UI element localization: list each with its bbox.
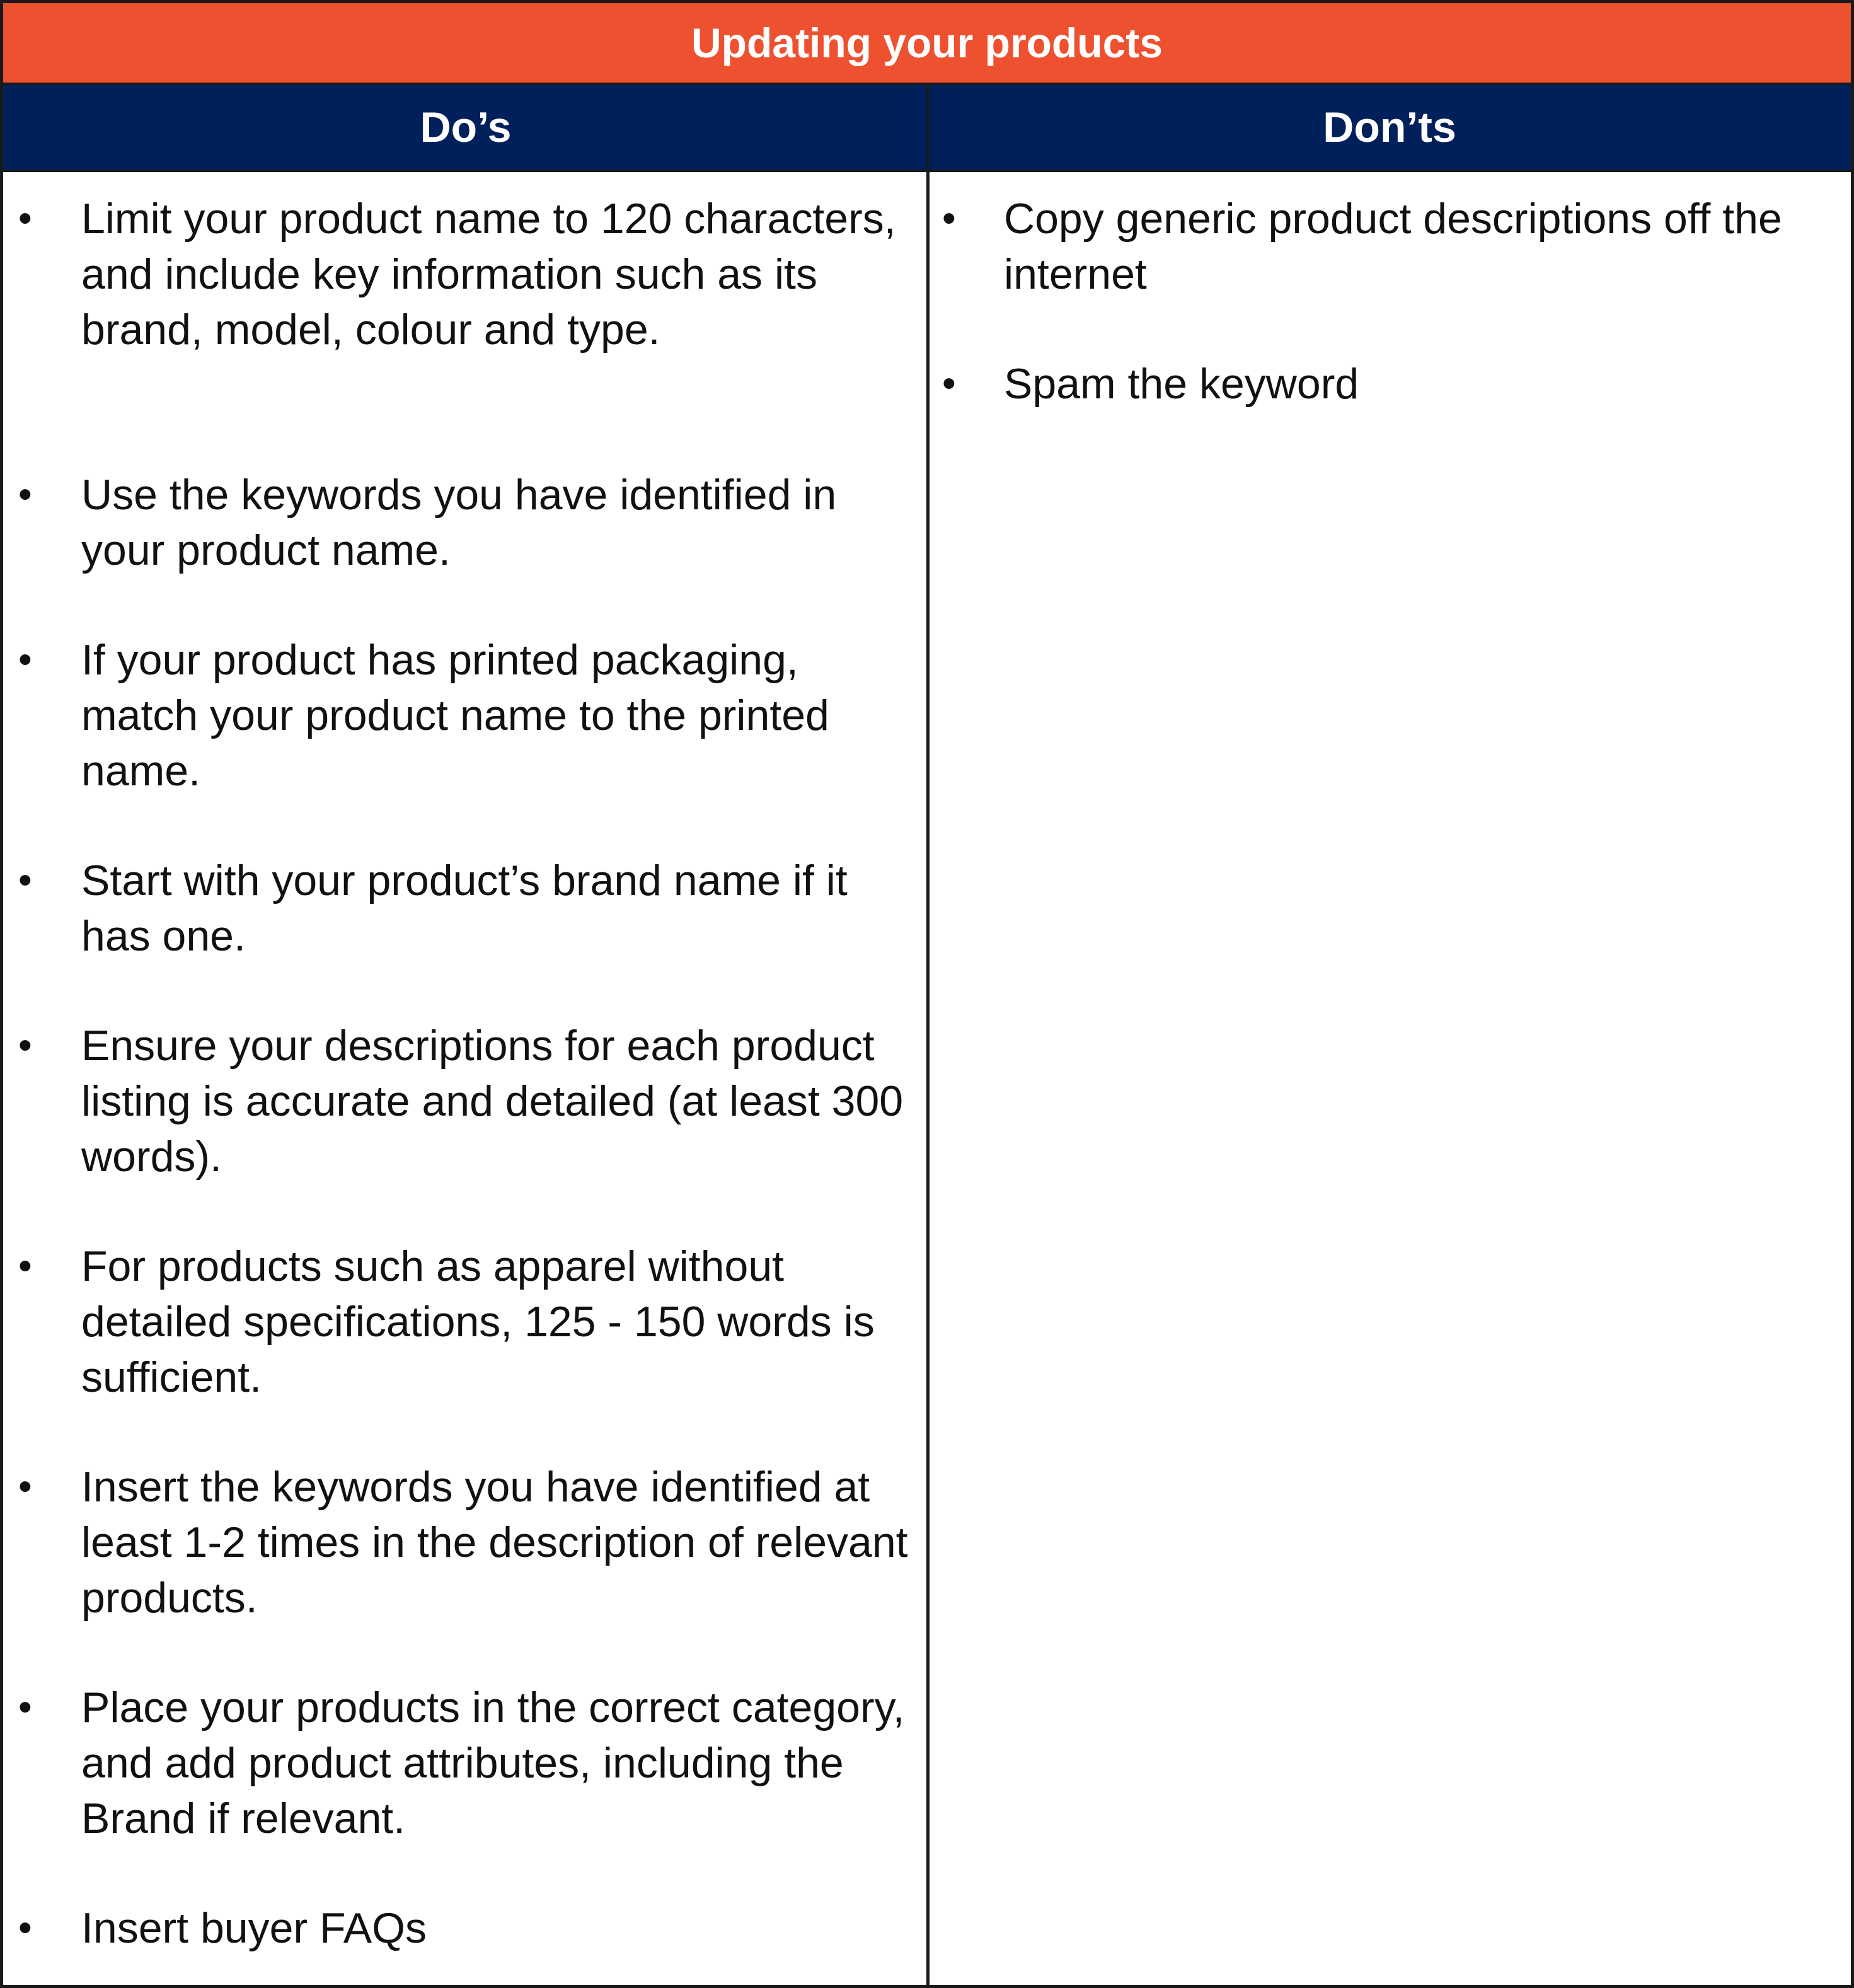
bullet: • [942, 362, 956, 405]
dos-item-text: Ensure your descriptions for each product listing is accurate and detailed (at least 300 words). [81, 1022, 904, 1181]
bullet: • [18, 858, 32, 902]
bullet: • [18, 1244, 32, 1288]
donts-item-text: Copy generic product descriptions off the internet [1004, 195, 1782, 298]
dos-item-text: Start with your product’s brand name if it has one. [81, 857, 848, 960]
bullet: • [18, 197, 32, 240]
dos-column-header: Do’s [3, 85, 928, 172]
bullet: • [18, 1024, 32, 1067]
column-divider [926, 85, 930, 1988]
dos-item-text: For products such as apparel without detailed specifications, 125 - 150 words is sufficient. [81, 1242, 875, 1401]
bullet: • [18, 1465, 32, 1508]
dos-item-text: Use the keywords you have identified in your product name. [81, 471, 837, 574]
dos-item-text: Place your products in the correct category, and add product attributes, including the Brand if relevant. [81, 1684, 905, 1842]
dos-item-text: Insert the keywords you have identified at least 1-2 times in the description of relevant products. [81, 1463, 908, 1622]
bullet: • [942, 197, 956, 240]
dos-item-text: Insert buyer FAQs [81, 1904, 427, 1952]
bullet: • [18, 1685, 32, 1729]
donts-column-header: Don’ts [928, 85, 1851, 172]
dos-item-text: Limit your product name to 120 characters, and include key information such as its brand, model, colour and type. [81, 195, 896, 354]
bullet: • [18, 1906, 32, 1950]
bullet: • [18, 638, 32, 681]
dos-item-text: If your product has printed packaging, match your product name to the printed name. [81, 636, 829, 795]
table-title: Updating your products [3, 3, 1851, 85]
donts-item-text: Spam the keyword [1004, 360, 1359, 408]
bullet: • [18, 473, 32, 516]
